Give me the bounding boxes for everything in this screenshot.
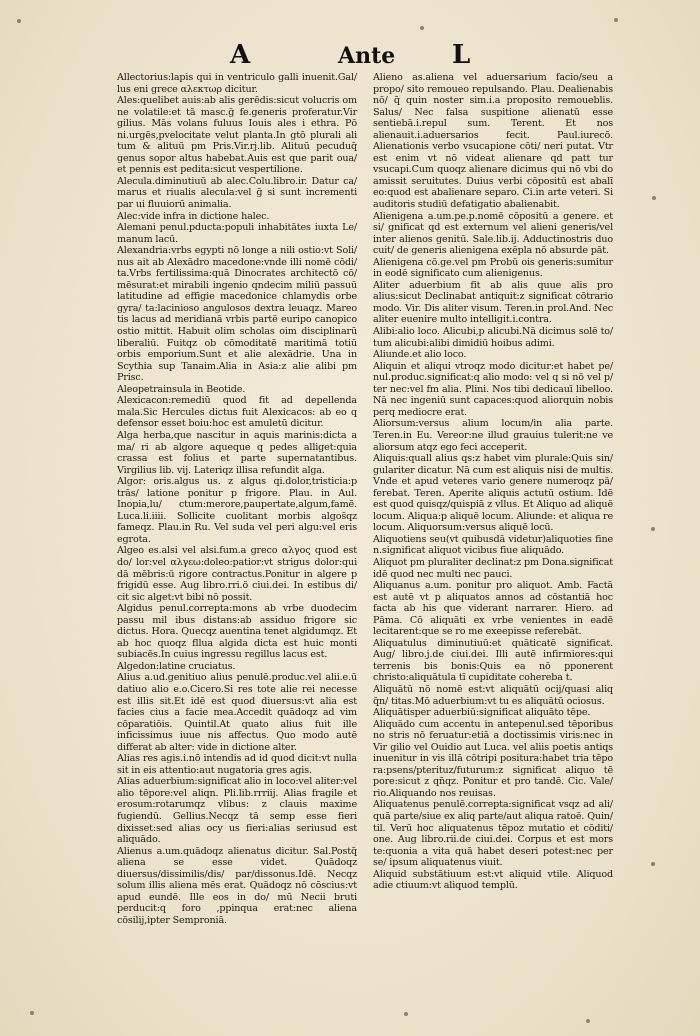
dictionary-entry: Algeo es.alsi vel alsi.fum.a greco αλγος quod est do/ lor:vel αλγεω:doleo:patior:vt strigus dolor:qui dā mēbris:ū rigore contractus.Ponitur in algere p frigidū esse. Aug libro.rri.ō ciui.dei. In estibus di/ cit sic alget:vt bibi nō possit. [117,545,357,603]
binding-hole [651,527,655,531]
header-running-title: Ante [338,43,396,69]
dictionary-entry: Alienus a.um.quādoqz alienatus dicitur. Sal.Postq̄ aliena se esse videt. Quādoqz diuersus/dissimilis/dis/ par/dissonus.Idē. Necqz solum illis aliena mēs erat. Quādoqz nō cōscius:vt apud eundē. Ille eos in do/ mū Necii bruti perducit:q foro ,ppinqua erat:nec aliena cōsilij,ipter Semproniā. [117,845,357,926]
dictionary-entry: Alexandria:vrbs egypti nō longe a nili ostio:vt Soli/ nus ait ab Alexādro macedone:vnde illi nomē cōdi/ ta.Vrbs fertilissima:quā Dinocrates architectō cō/ mēsurat:et mirabili ingenio qndecim miliū passuū latitudine ad effigie macedonice chlamydis orbe gyra/ ta:lacinioso angulosos dextra leuaqz. Mareo tis lacus ad meridianā vrbis partē euripo canopico ostio mittit. Habuit olim scholas oim disciplinarū liberaliū. Fuitqz ob cōmoditatē maritimā totiū orbis emporium.Sunt et alie alexādrie. Una in Scythia sup Tanaim.Alia in Asia:z alie alibi pm Prisc. [117,245,357,384]
left-column [117,72,357,926]
dictionary-entry: Alius a.ud.genitiuo alius penulē.produc.vel alii.e.ū datiuo alio e.o.Cicero.Si res tote alie rei necesse est illis sit.Et idē est quod diuersus:vt alia est facies cius a facie mea.Accedit quādoqz ad vim cōparatiōis. Quintil.At quato alius fuit ille inficissimus iuue nis affectus. Quo modo autē differat ab alter: vide in dictione alter. [117,672,357,753]
binding-hole [420,26,424,30]
dictionary-entry: Aliquādo cum accentu in antepenul.sed tēporibus no stris nō feruatur:etiā a doctissimis viris:nec in Vir gilio vel Ouidio aut Luca. vel aliis poetis antiqs inuenitur in vis illā cōtripi positura:habet tria tēpo ra:psens/pterituz/futurum:z significat aliquo tē pore:sicut z qn̄qz. Ponitur et pro tandē. Cic. Vale/ rio.Aliquando nos reuisas. [373,718,613,799]
binding-hole [404,1012,408,1016]
dictionary-entry: Aliorsum:versus alium locum/in alia parte. Teren.in Eu. Vereor:ne illud grauius tulerit:ne ve aliorsum atqz ego feci acceperit. [373,418,613,453]
binding-hole [652,196,656,200]
dictionary-entry: Alieno as.aliena vel aduersarium facio/seu a propo/ sito remoueo repulsando. Plau. Dealienabis nō/ q̄ quin noster sim.i.a proposito remoueblis. Salus/ Nec falsa suspitione alienatū esse sentiebā.i.repul sum. Terent. Et nos alienauit.i.aduersarios fecit. Paul.iurecō. Alienationis verbo vsucapione cōti/ neri putat. Vtr est enim vt nō videat alienare qd patt tur vsucapi.Cum quoqz alienare dicimus qui nō vbi do amissit seruitutes. Duius verbi cōpositū est abalī eo:quod est abalienare separo. Ci.in arte veteri. Si auditoris studiū defatigatio abalienabit. [373,72,613,211]
dictionary-entry: Alias aduerbium:significat alio in loco:vel aliter:vel alio tēpore:vel aliqn. Pli.lib.rrriij. Alias fragile et erosum:rotarumqz vlibus: z clauis maxime fugiendū. Gellius.Necqz tā semp esse fieri dixisset:sed alias ocy us fieri:alias seriusud est aliquādo. [117,776,357,846]
dictionary-entry: Aliquātisper aduerbiū:significat aliquāto tēpe. [373,707,591,719]
right-column [373,72,613,892]
page-header [0,40,700,72]
dictionary-entry: Aliter aduerbium fit ab alis quue alis pro alius:sicut Declinabat antiquit:z significat cōtrario modo. Vir. Dis aliter visum. Teren.in prol.And. Nec aliter euenire multo intelligit.i.contra. [373,279,613,326]
dictionary-entry: Allectorius:lapis qui in ventriculo galli inuenit.Gal/ lus eni grece αλεκτωρ dicitur. [117,72,357,95]
dictionary-entry: Aliunde.et alio loco. [373,349,467,361]
dictionary-entry: Alemani penul.pducta:populi inhabitātes iuxta Le/ manum lacū. [117,222,357,245]
dictionary-entry: Aliquatulus diminutiuū:et quāticatē significat. Aug/ libro.j.de ciui.dei. Illi autē infirmiores:qui terrenis bis bonis:Quis ea nō pponerent christo:aliquātula tī cupiditate cohereba t. [373,637,613,684]
dictionary-entry: Alienigena cō.ge.vel pm Probū ois generis:sumitur in eodē significato cum alienigenus. [373,256,613,280]
dictionary-entry: Algidus penul.correpta:mons ab vrbe duodecim passu mil ibus distans:ab assiduo frigore sic dictus. Hora. Quecqz auentina tenet algidumqz. Et ab hoc quoqz fllua algida dicta est huic monti subiacēs.In cuius ingressu regillus lacus est. [117,603,357,661]
dictionary-entry: Aleopetrainsula in Beotide. [117,383,246,395]
dictionary-entry: Alga herba,que nascitur in aquis marinis:dicta a ma/ ri ab algore aqueque q pedes alliget:quia crassa est folius et parte supernatantibus. Virgilius lib. vij. Lateriqz illisa refundit alga. [117,429,357,476]
dictionary-entry: Aliquatenus penulē.correpta:significat vsqz ad ali/ quā parte/siue ex aliq parte/aut aliqua ratoē. Quin/ til. Verū hoc aliquatenus tēpoz mutatio et cōditi/ one. Aug libro.rii.de ciui.dei. Corpus et est mors te:quonia a vita quā habet deseri potest:nec per se/ ipsum aliquatenus viuit. [373,799,613,869]
dictionary-entry: Aliquotiens seu(vt quibusdā videtur)aliquoties fine n.significat aliquot vicibus fiue aliquādo. [373,533,613,557]
header-left-letter: A [230,40,251,70]
dictionary-entry: Ales:quelibet auis:ab alis gerēdis:sicut volucris om ne volatile:et tā masc.ḡ fe.generis proferatur.Vir gilius. Mās volans fuluus Iouis ales i ethra. Pō ni.urgēs,pvelocitate velut planta.In gtō plurali ali tum & alituū pm Pris.Vir.rj.lib. Alituū pecuduq̄ genus sopor altus habebat.Auis est que parit oua/ et pennis est pedita:sicut vespertilione. [117,95,357,176]
binding-hole [586,1019,590,1023]
dictionary-entry: Alias res agis.i.nō intendis ad id quod dicit:vt nulla sit in eis attentio:aut nugatoria gres agis. [117,753,357,776]
dictionary-entry: Aliquot pm pluraliter declinat:z pm Dona.significat idē quod nec multi nec pauci. [373,556,613,580]
dictionary-entry: Algedon:latine cruciatus. [117,660,236,672]
dictionary-entry: Alibi:alio loco. Alicubi,p alicubi.Nā dicimus solē to/ tum alicubi:alibi dimidiū hoibus adimi. [373,326,613,349]
dictionary-entry: Aliquin et aliqui vtroqz modo dicitur:et habet pe/ nul.produc.significat:q alio modo: vel q si nō vel p/ ter nec:vel fm alia. Plini. Nos tibi dedicauī libelloo. Nā nec ingeniū sunt capaces:quod aliorquin nobis perq mediocre erat. [373,360,613,418]
binding-hole [17,19,21,23]
binding-hole [651,862,655,866]
dictionary-entry: Aliquātū nō nomē est:vt aliquātū ocij/quasi aliq q̄n/ titas.Mō aduerbium:vt tu es aliquātū ociosus. [373,683,613,707]
dictionary-entry: Alecula.diminutiuū ab alec.Colu.libro.ir. Datur ca/ marus et riualis alecula:vel ḡ si sunt incrementi par ui fluuiorū animalia. [117,175,357,211]
dictionary-entry: Aliquis:quall alius qs:z habet vim plurale:Quis sin/ gulariter dicatur. Nā cum est aliquis nisi de multis. Vnde et apud veteres vario genere numeroqz pā/ ferebat. Teren. Aperite aliquis actutū ostium. Idē est quod quisqz/quispiā z vllus. Et Aliquo ad aliquē locum. Aliqua:p aliquē locum. Aliunde: et aliqua re locum. Aliquorsum:versus aliquē locū. [373,453,613,534]
dictionary-entry: Alienigena a.um.pe.p.nomē cōpositū a genere. et si/ gnificat qd est externum vel alieni generis/vel inter alienos genitū. Sale.lib.ij. Adductinostris duo cuit/ de generis alienigena exēpla nō absurde pāt. [373,210,613,257]
dictionary-entry: Aliquid substātiuum est:vt aliquid vtile. Aliquod adie ctiuum:vt aliquod templū. [373,868,613,892]
dictionary-entry: Aliquanus a.um. ponitur pro aliquot. Amb. Factā est autē vt p aliquatos annos ad cōstantiā hoc facta ab his que viderant narrarer. Hiero. ad Pāma. Cō aliquāti ex vrbe venientes in eadē lecitarent:que se ro me exeepisse referebāt. [373,580,613,638]
header-right-letter: L [452,40,471,70]
dictionary-entry: Alec:vide infra in dictione halec. [117,210,270,222]
dictionary-entry: Algor: oris.algus us. z algus qi.dolor,tristicia:p trās/ latione ponitur p frigore. Plau. in Aul. Inopia,lu/ ctum:merore,paupertate,algum,famē. Luca.li.iiii. Sollicite cuolitant morbis algos̄qz fameqz. Plau.in Ru. Vel suda vel peri algu:vel eris egrota. [117,476,357,545]
dictionary-entry: Alexicacon:remediū quod fit ad depellenda mala.Sic Hercules dictus fuit Alexicacos: ab eo q defensor esset boiu:hoc est amuletū dicitur. [117,395,357,430]
binding-hole [614,18,618,22]
binding-hole [30,1011,34,1015]
